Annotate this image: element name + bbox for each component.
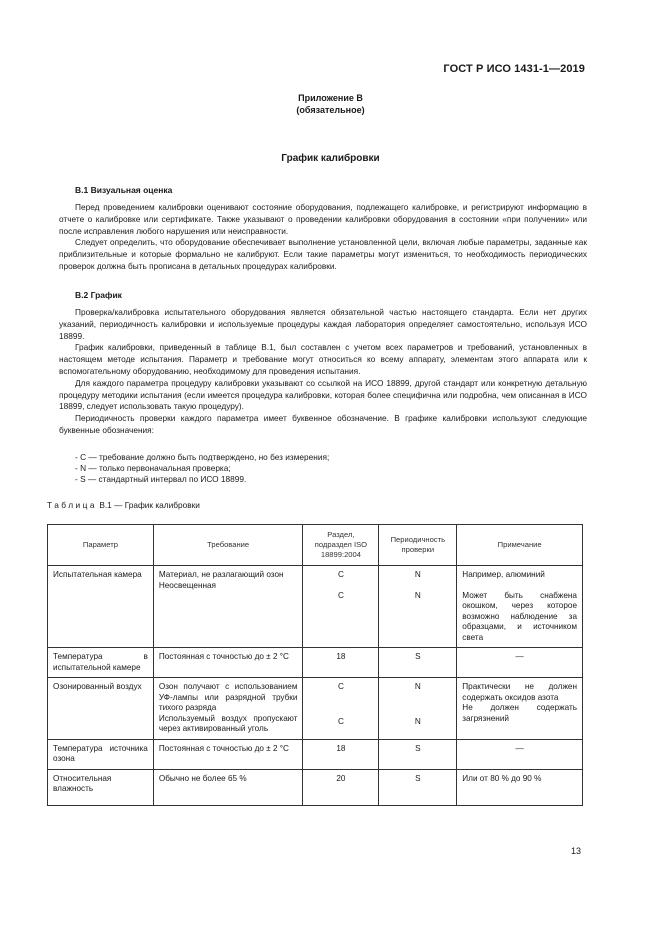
requirement-text: Постоянная с точностью до ± 2 °С: [158, 652, 289, 661]
paragraph: Для каждого параметра процедуру калибровки указывают со ссылкой на ИСО 18899, другой стандарт или конкретную детальную процедуру методики испытания (если имеется процедура калибровки, которая более специфична или подробна, чем описанная в ИСО 18899, следует использовать такую процедуру).: [59, 377, 587, 412]
period-value: N: [414, 716, 421, 726]
header-cell: Раздел, подраздел ISO 18899:2004: [303, 525, 379, 566]
section-value: C: [337, 716, 344, 726]
table-header-row: [48, 525, 583, 566]
main-title: График калибровки: [281, 153, 380, 164]
param-cell: Озонированный воздух: [48, 678, 154, 740]
table-row: [48, 648, 583, 678]
note-cell: [457, 566, 583, 648]
section-cell: 18: [303, 739, 379, 769]
calibration-table: [47, 524, 583, 806]
period-cell: [379, 678, 457, 740]
requirement-text: Материал, не разлагающий озон: [158, 570, 284, 579]
section-value: C: [337, 682, 344, 691]
list-item: - С — требование должно быть подтверждено, но без измерения;: [75, 452, 330, 462]
requirement-text: Используемый воздух пропускают через активированный уголь: [158, 713, 298, 733]
note-cell: [457, 678, 583, 740]
paragraph: График калибровки, приведенный в таблице В.1, был составлен с учетом всех параметров и требований, установленных в настоящем методе испытания. Параметр и требование могут относиться ко всему аппарату, элементам этого аппарата или к вспомогательному оборудованию, необходимому для проведения испытания.: [59, 342, 587, 376]
paragraph: Периодичность проверки каждого параметра имеет буквенное обозначение. В графике калибровки используют следующие буквенные обозначения:: [59, 413, 587, 435]
header-cell: Параметр: [48, 525, 154, 566]
note-cell: —: [457, 739, 583, 769]
requirement-text: Обычно не более 65 %: [158, 773, 247, 783]
note-text: Например, алюминий: [462, 570, 545, 579]
list-item: - N — только первоначальная проверка;: [75, 463, 231, 474]
paragraph: Перед проведением калибровки оценивают состояние оборудования, подлежащего калибровке, и регистрируют информацию в отчете о калибровке или сертификате. Также указывают о проведении калибровки оборудования в состоянии «при получении» или после исправления любого нарушения или неисправности.: [59, 202, 587, 236]
note-cell: —: [457, 648, 583, 678]
table-row: [48, 566, 583, 648]
page-number: 13: [570, 846, 581, 856]
param-cell: Температура в испытательной камере: [48, 648, 154, 678]
period-value: N: [414, 682, 421, 691]
table-row: [48, 769, 583, 805]
header-cell: Периодичность проверки: [379, 525, 457, 566]
requirement-cell: [153, 648, 303, 678]
period-cell: S: [379, 648, 457, 678]
requirement-text: Неосвещенная: [158, 580, 216, 590]
section-heading-b2: В.2 График: [75, 290, 122, 300]
period-cell: S: [379, 739, 457, 769]
header-cell: Требование: [153, 525, 303, 566]
note-cell: Или от 80 % до 90 %: [457, 769, 583, 805]
note-text: Не должен содержать загрязнений: [462, 703, 577, 723]
appendix-title: Приложение В: [298, 93, 363, 103]
document-code: ГОСТ Р ИСО 1431-1—2019: [443, 63, 585, 75]
note-text: Может быть снабжена окошком, через которое возможно наблюдение за образцами, и источником света: [462, 590, 577, 642]
section-cell: 18: [303, 648, 379, 678]
requirement-cell: [153, 566, 303, 648]
letter-codes-list: [59, 452, 329, 486]
param-cell: Температура источника озона: [48, 739, 154, 769]
period-cell: S: [379, 769, 457, 805]
section-cell: 20: [303, 769, 379, 805]
requirement-cell: [153, 769, 303, 805]
requirement-cell: [153, 678, 303, 740]
appendix-subtitle: (обязательное): [296, 105, 365, 115]
section-cell: [303, 678, 379, 740]
table-row: [48, 739, 583, 769]
section-cell: [303, 566, 379, 648]
requirement-cell: [153, 739, 303, 769]
period-value: N: [414, 570, 421, 579]
section-value: C: [337, 570, 344, 579]
note-text: Практически не должен содержать оксидов азота: [462, 682, 577, 702]
table-caption-title: В.1 — График калибровки: [97, 500, 200, 510]
period-value: N: [414, 590, 421, 600]
requirement-text: Озон получают с использованием УФ-лампы или разрядной трубки тихого разряда: [158, 682, 298, 712]
requirement-text: Постоянная с точностью до ± 2 °С: [158, 743, 289, 753]
param-cell: Относительная влажность: [48, 769, 154, 805]
param-cell: Испытательная камера: [48, 566, 154, 648]
table-caption-prefix: Таблица: [47, 500, 98, 510]
header-cell: Примечание: [457, 525, 583, 566]
section-heading-b1: В.1 Визуальная оценка: [75, 185, 173, 195]
section-b2-text: [59, 307, 587, 437]
table-caption: [47, 500, 200, 510]
paragraph: Следует определить, что оборудование обеспечивает выполнение установленной цели, включая любые параметры, заданные как приблизительные и которые формально не калибруют. Если такие параметры могут измениться, то необходимость периодических проверок должна быть прописана в детальных процедурах калибровки.: [59, 237, 587, 271]
list-item: - S — стандартный интервал по ИСО 18899.: [75, 474, 247, 485]
paragraph: Проверка/калибровка испытательного оборудования является обязательной частью настоящего стандарта. Если нет других указаний, периодичность калибровки и используемые процедуры каждая лаборатория определяет самостоятельно, используя ИСО 18899.: [59, 307, 587, 341]
section-b1-text: [59, 202, 587, 273]
period-cell: [379, 566, 457, 648]
section-value: C: [337, 590, 344, 600]
table-row: [48, 678, 583, 740]
